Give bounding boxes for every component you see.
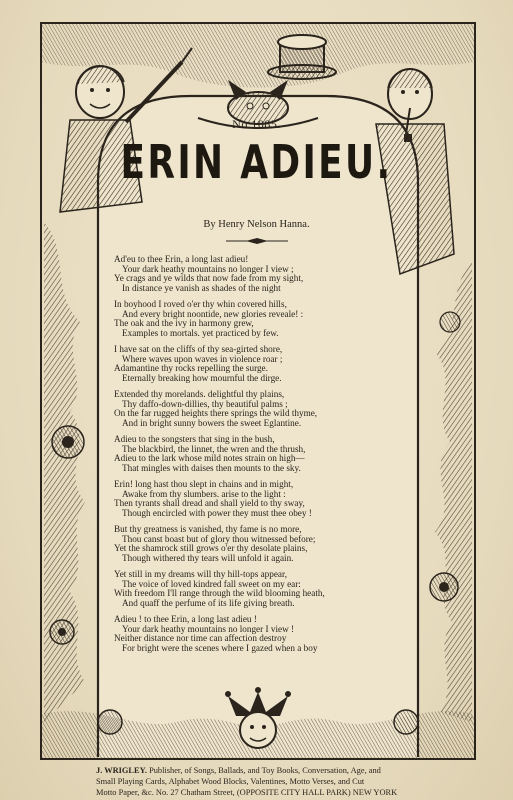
author-line: By Henry Nelson Hanna. (203, 219, 310, 230)
stanza (114, 570, 414, 609)
stanza (114, 390, 414, 429)
poem-line: In boyhood I roved o'er thy whin covered hills, (114, 299, 287, 309)
poem-line: Adamantine thy rocks repelling the surge. (114, 363, 268, 374)
poem-line: Your dark heathy mountains no longer I view ! (122, 623, 295, 634)
poem-line: Thy daffo-down-dillies, thy beautiful palms ; (122, 398, 288, 409)
poem-line: Your dark heathy mountains no longer I view ; (122, 263, 294, 274)
poem-line: The voice of loved kindred fall sweet on my ear: (122, 578, 301, 589)
stanza (114, 615, 414, 654)
decorative-rule (226, 238, 288, 244)
poem-line: And every bright noontide, new glories reveale! : (122, 308, 304, 319)
poem-line: And in bright sunny bowers the sweet Eglantine. (122, 418, 302, 429)
song-title: ERIN ADIEU. (120, 135, 393, 189)
poem-line: Adieu to the songsters that sing in the bush, (114, 434, 275, 444)
poem-body (114, 255, 414, 660)
poem-line: Examples to mortals. yet practiced by few. (122, 328, 279, 339)
poem-line: Yet the shamrock still grows o'er thy desolate plains, (114, 543, 308, 554)
stanza (114, 345, 414, 384)
poem-line: Then tyrants shall dread and shall yield to thy sway, (114, 498, 305, 509)
poem-line: With freedom I'll range through the wild blooming heath, (114, 588, 325, 599)
imprint-line-1: Publisher, of Songs, Ballads, and Toy Books, Conversation, Age, and (146, 766, 381, 775)
poem-line: But thy greatness is vanished, thy fame is no more, (114, 524, 302, 534)
poem-line: Ad'eu to thee Erin, a long last adieu! (114, 254, 249, 264)
poem-line: Erin! long hast thou slept in chains and in might, (114, 479, 294, 489)
poem-line: Ye crags and ye wilds that now fade from my sight, (114, 273, 304, 284)
poem-line: The blackbird, the linnet, the wren and the thrush, (122, 443, 306, 454)
stanza (114, 480, 414, 519)
poem-line: The oak and the ivy in harmony grew, (114, 318, 254, 329)
stanza (114, 525, 414, 564)
poem-line: Awake from thy slumbers. arise to the light : (122, 488, 286, 499)
poem-line: Yet still in my dreams will thy hill-tops appear, (114, 569, 287, 579)
poem-line: On the far rugged heights there springs the wild thyme, (114, 408, 318, 419)
poem-line: Though encircled with power they must thee obey ! (122, 508, 312, 519)
poem-line: Adieu to the lark whose mild notes strain on high— (114, 453, 305, 464)
publisher-imprint (96, 765, 476, 798)
poem-line: In distance ye vanish as shades of the night (122, 283, 281, 294)
poem-line: I have sat on the cliffs of thy sea-girted shore, (114, 344, 283, 354)
poem-line: Adieu ! to thee Erin, a long last adieu ! (114, 614, 257, 624)
poem-line: Neither distance nor time can affection destroy (114, 633, 287, 644)
catalog-number: No 1085. (232, 117, 281, 131)
imprint-line-3: Motto Paper, &c. No. 27 Chatham Street, (OPPOSITE CITY HALL PARK) NEW YORK (96, 788, 398, 797)
poem-line: Extended thy morelands. delightful thy plains, (114, 389, 285, 399)
stanza (114, 300, 414, 339)
publisher-name: J. WRIGLEY. (96, 766, 147, 775)
poem-line: Though withered thy tears will unfold it again. (122, 553, 294, 564)
imprint-line-2: Small Playing Cards, Alphabet Wood Blocks, Valentines, Motto Verses, and Cut (96, 777, 365, 786)
poem-line: For bright were the scenes where I gazed when a boy (122, 643, 318, 654)
poem-line: Eternally breaking how mournful the dirge. (122, 373, 282, 384)
stanza (114, 435, 414, 474)
poem-line: Thou canst boast but of glory thou witnessed before; (122, 533, 316, 544)
stanza (114, 255, 414, 294)
poem-line: Where waves upon waves in violence roar ; (122, 353, 283, 364)
poem-line: And quaff the perfume of its life giving breath. (122, 598, 295, 609)
poem-line: That mingles with daises then mounts to the sky. (122, 463, 301, 474)
